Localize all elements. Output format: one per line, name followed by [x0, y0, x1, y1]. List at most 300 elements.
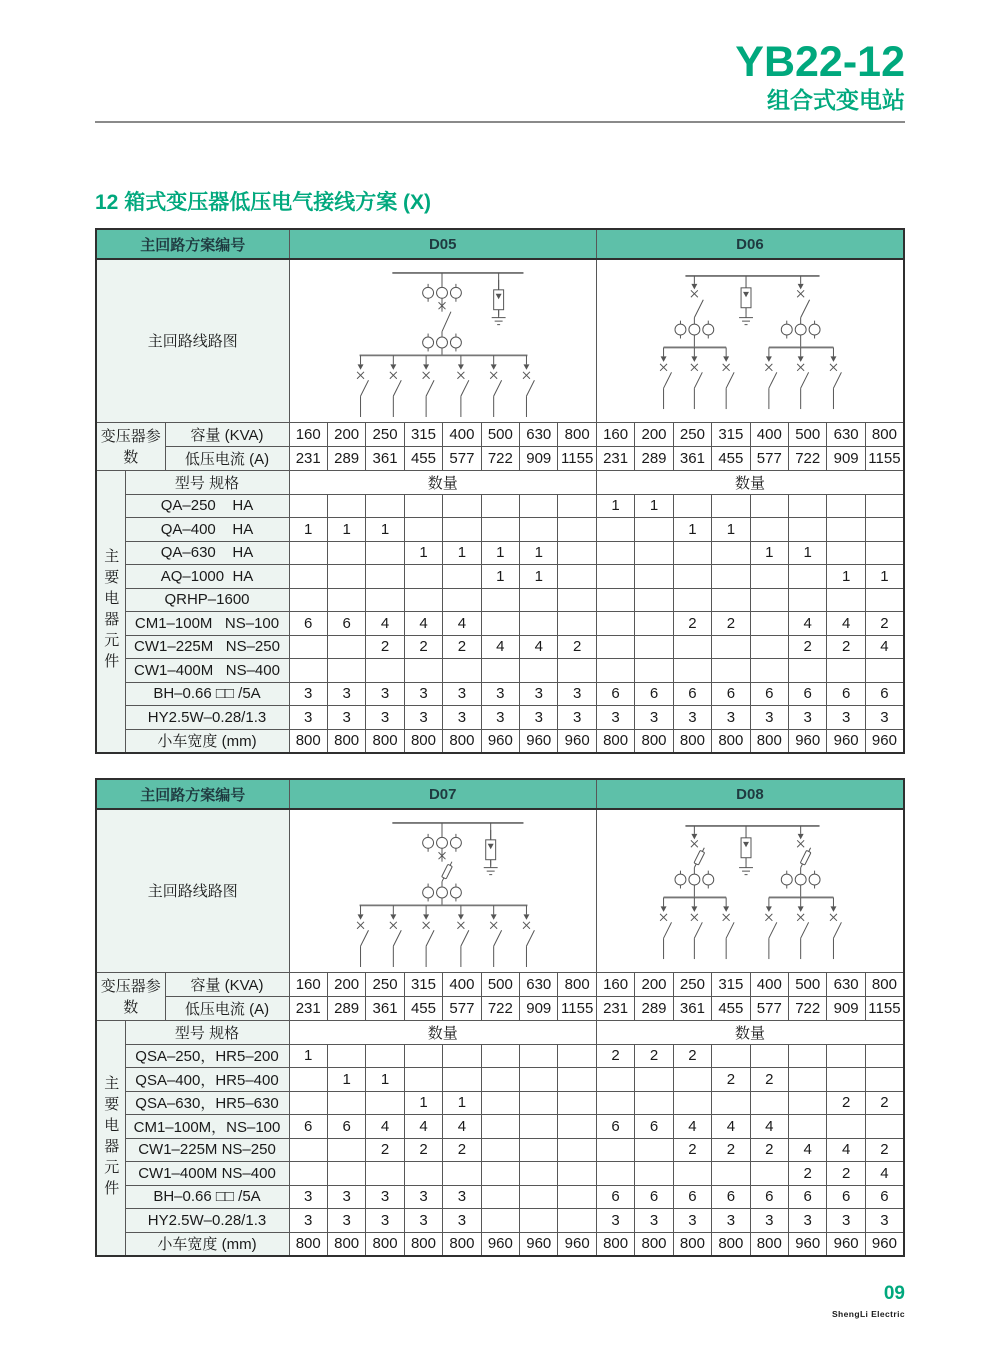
qty-cell — [481, 494, 519, 518]
qty-cell: 1155 — [865, 996, 904, 1020]
qty-cell: 455 — [712, 446, 750, 470]
qty-cell: 4 — [520, 635, 558, 659]
qty-cell: 2 — [404, 1138, 442, 1162]
component-row — [96, 541, 904, 565]
qty-cell: 4 — [443, 1115, 481, 1139]
qty-cell: 2 — [750, 1138, 788, 1162]
circuit-diagram-d07 — [290, 810, 597, 971]
qty-cell — [289, 588, 327, 612]
qty-cell: 3 — [481, 706, 519, 730]
qty-cell — [481, 1068, 519, 1092]
qty-cell — [366, 494, 404, 518]
component-row — [96, 1185, 904, 1209]
qty-cell: 3 — [712, 706, 750, 730]
qty-cell: 3 — [481, 682, 519, 706]
qty-cell — [865, 659, 904, 683]
diagram-row — [96, 259, 904, 422]
qty-cell: 1 — [712, 518, 750, 542]
qty-cell: 2 — [673, 612, 711, 636]
qty-cell — [750, 565, 788, 589]
qty-cell: 4 — [789, 612, 827, 636]
qty-cell — [673, 541, 711, 565]
component-group-label: 主要电器元件 — [96, 470, 125, 753]
qty-cell: 4 — [865, 635, 904, 659]
qty-cell — [366, 1044, 404, 1068]
transformer-param-label: 变压器参数 — [96, 422, 165, 470]
qty-cell — [827, 494, 865, 518]
qty-cell — [366, 565, 404, 589]
qty-cell — [789, 1091, 827, 1115]
qty-cell: 6 — [789, 682, 827, 706]
qty-cell — [558, 1209, 596, 1233]
qty-cell: 722 — [789, 996, 827, 1020]
qty-cell — [327, 635, 365, 659]
qty-cell — [404, 494, 442, 518]
qty-cell: 960 — [865, 729, 904, 753]
qty-cell — [712, 494, 750, 518]
qty-cell: 455 — [712, 996, 750, 1020]
qty-cell: 1 — [865, 565, 904, 589]
table-header-row — [96, 779, 904, 809]
qty-cell: 6 — [827, 1185, 865, 1209]
scheme-table-d07-d08 — [95, 778, 905, 1257]
qty-cell: 3 — [827, 1209, 865, 1233]
qty-cell: 3 — [596, 706, 634, 730]
qty-cell — [596, 1138, 634, 1162]
qty-cell: 200 — [327, 422, 365, 446]
qty-cell — [404, 1162, 442, 1186]
qty-cell — [673, 565, 711, 589]
brand-block — [735, 40, 905, 112]
qty-cell: 1 — [443, 541, 481, 565]
qty-cell — [327, 659, 365, 683]
qty-cell: 800 — [404, 1232, 442, 1256]
qty-cell: 3 — [289, 1209, 327, 1233]
component-label: QSA–400，HR5–400 — [125, 1068, 289, 1092]
qty-cell — [289, 1068, 327, 1092]
qty-cell: 3 — [635, 1209, 673, 1233]
component-row — [96, 1232, 904, 1256]
qty-cell — [789, 1115, 827, 1139]
qty-cell — [366, 541, 404, 565]
qty-cell — [750, 635, 788, 659]
qty-cell: 800 — [635, 1232, 673, 1256]
qty-cell: 1 — [750, 541, 788, 565]
qty-cell — [827, 541, 865, 565]
qty-cell — [520, 1044, 558, 1068]
component-label: CW1–225M NS–250 — [125, 1138, 289, 1162]
qty-cell: 2 — [712, 612, 750, 636]
component-row — [96, 588, 904, 612]
qty-cell: 909 — [520, 996, 558, 1020]
qty-cell: 3 — [366, 682, 404, 706]
qty-cell: 630 — [827, 422, 865, 446]
qty-cell — [750, 659, 788, 683]
qty-cell: 6 — [712, 1185, 750, 1209]
qty-cell: 800 — [596, 1232, 634, 1256]
qty-cell: 289 — [635, 446, 673, 470]
table-header-row — [96, 229, 904, 259]
qty-cell — [558, 518, 596, 542]
qty-cell — [520, 588, 558, 612]
qty-cell — [750, 588, 788, 612]
qty-cell: 231 — [596, 446, 634, 470]
qty-cell: 960 — [865, 1232, 904, 1256]
model-spec-row — [96, 1020, 904, 1044]
qty-cell — [404, 588, 442, 612]
qty-cell: 800 — [673, 729, 711, 753]
qty-cell: 1 — [404, 1091, 442, 1115]
qty-cell: 6 — [750, 1185, 788, 1209]
qty-cell — [481, 1162, 519, 1186]
qty-cell — [635, 541, 673, 565]
qty-cell — [520, 659, 558, 683]
qty-cell: 2 — [827, 635, 865, 659]
qty-cell: 3 — [327, 1209, 365, 1233]
qty-cell — [596, 565, 634, 589]
qty-cell: 3 — [865, 706, 904, 730]
qty-cell: 960 — [558, 1232, 596, 1256]
capacity-label: 容量 (KVA) — [165, 422, 289, 446]
qty-cell — [481, 1091, 519, 1115]
qty-cell: 577 — [443, 996, 481, 1020]
current-label: 低压电流 (A) — [165, 996, 289, 1020]
qty-cell: 909 — [520, 446, 558, 470]
qty-cell — [520, 1068, 558, 1092]
qty-cell — [635, 1162, 673, 1186]
qty-cell: 800 — [327, 1232, 365, 1256]
qty-cell — [481, 659, 519, 683]
qty-cell: 2 — [827, 1091, 865, 1115]
qty-cell: 1 — [789, 541, 827, 565]
qty-cell — [289, 565, 327, 589]
qty-cell: 6 — [865, 1185, 904, 1209]
qty-cell — [558, 565, 596, 589]
qty-cell: 1155 — [558, 996, 596, 1020]
qty-cell: 3 — [289, 1185, 327, 1209]
qty-cell: 630 — [520, 422, 558, 446]
qty-cell — [635, 588, 673, 612]
qty-cell: 4 — [865, 1162, 904, 1186]
qty-cell — [327, 588, 365, 612]
component-row — [96, 729, 904, 753]
component-row — [96, 1115, 904, 1139]
quantity-label-left: 数量 — [289, 470, 596, 494]
qty-cell: 6 — [596, 1185, 634, 1209]
quantity-label-left: 数量 — [289, 1020, 596, 1044]
qty-cell — [520, 612, 558, 636]
qty-cell: 3 — [712, 1209, 750, 1233]
qty-cell: 6 — [327, 1115, 365, 1139]
qty-cell — [865, 1044, 904, 1068]
component-row — [96, 1091, 904, 1115]
qty-cell — [520, 1209, 558, 1233]
qty-cell — [289, 1091, 327, 1115]
qty-cell: 6 — [596, 682, 634, 706]
qty-cell — [865, 1115, 904, 1139]
qty-cell: 6 — [673, 1185, 711, 1209]
diagram-row — [96, 809, 904, 972]
qty-cell — [673, 1091, 711, 1115]
qty-cell — [596, 518, 634, 542]
qty-cell: 2 — [673, 1138, 711, 1162]
qty-cell — [827, 1068, 865, 1092]
qty-cell — [750, 1162, 788, 1186]
qty-cell: 909 — [827, 996, 865, 1020]
qty-cell — [673, 494, 711, 518]
component-label: HY2.5W–0.28/1.3 — [125, 706, 289, 730]
qty-cell: 200 — [635, 972, 673, 996]
qty-cell: 4 — [366, 1115, 404, 1139]
page-number: 09 — [883, 1283, 905, 1304]
qty-cell: 1 — [327, 518, 365, 542]
qty-cell: 3 — [443, 682, 481, 706]
qty-cell — [750, 518, 788, 542]
qty-cell — [673, 1068, 711, 1092]
qty-cell: 800 — [712, 1232, 750, 1256]
qty-cell: 400 — [750, 422, 788, 446]
qty-cell — [558, 541, 596, 565]
qty-cell — [712, 1162, 750, 1186]
qty-cell — [443, 494, 481, 518]
qty-cell: 6 — [289, 1115, 327, 1139]
qty-cell — [712, 635, 750, 659]
qty-cell: 3 — [289, 706, 327, 730]
scheme-name-d06: D06 — [596, 229, 904, 259]
qty-cell: 960 — [789, 1232, 827, 1256]
qty-cell: 6 — [635, 1115, 673, 1139]
qty-cell — [712, 1091, 750, 1115]
component-row — [96, 706, 904, 730]
qty-cell — [750, 1044, 788, 1068]
qty-cell: 4 — [404, 612, 442, 636]
qty-cell: 1 — [366, 1068, 404, 1092]
qty-cell: 6 — [827, 682, 865, 706]
current-label: 低压电流 (A) — [165, 446, 289, 470]
qty-cell: 6 — [289, 612, 327, 636]
qty-cell: 2 — [750, 1068, 788, 1092]
qty-cell — [596, 659, 634, 683]
qty-cell: 960 — [520, 729, 558, 753]
qty-cell — [289, 494, 327, 518]
qty-cell: 3 — [558, 706, 596, 730]
component-row — [96, 494, 904, 518]
qty-cell: 4 — [404, 1115, 442, 1139]
qty-cell: 1 — [366, 518, 404, 542]
qty-cell: 960 — [827, 729, 865, 753]
component-label: QRHP–1600 — [125, 588, 289, 612]
qty-cell — [289, 541, 327, 565]
qty-cell: 800 — [366, 1232, 404, 1256]
qty-cell: 6 — [635, 1185, 673, 1209]
component-label: BH–0.66 □□ /5A — [125, 682, 289, 706]
qty-cell — [827, 1115, 865, 1139]
qty-cell — [673, 1162, 711, 1186]
component-row — [96, 1068, 904, 1092]
qty-cell: 1 — [635, 494, 673, 518]
qty-cell: 909 — [827, 446, 865, 470]
qty-cell — [596, 1091, 634, 1115]
qty-cell: 3 — [789, 1209, 827, 1233]
qty-cell: 800 — [750, 1232, 788, 1256]
qty-cell — [789, 588, 827, 612]
qty-cell: 455 — [404, 446, 442, 470]
qty-cell — [327, 565, 365, 589]
scheme-header-label: 主回路方案编号 — [96, 229, 289, 259]
qty-cell: 500 — [789, 422, 827, 446]
qty-cell: 200 — [327, 972, 365, 996]
qty-cell — [558, 1068, 596, 1092]
qty-cell — [596, 541, 634, 565]
qty-cell: 2 — [789, 1162, 827, 1186]
qty-cell — [289, 1138, 327, 1162]
qty-cell: 800 — [750, 729, 788, 753]
qty-cell — [635, 1091, 673, 1115]
qty-cell — [712, 588, 750, 612]
qty-cell: 361 — [673, 996, 711, 1020]
scheme-header-label: 主回路方案编号 — [96, 779, 289, 809]
qty-cell: 3 — [327, 682, 365, 706]
quantity-label-right: 数量 — [596, 470, 904, 494]
qty-cell — [789, 659, 827, 683]
qty-cell — [789, 1044, 827, 1068]
qty-cell — [596, 635, 634, 659]
qty-cell: 4 — [827, 612, 865, 636]
brand-title: YB22-12 — [735, 38, 905, 86]
qty-cell — [558, 659, 596, 683]
component-label: CW1–400M NS–400 — [125, 659, 289, 683]
qty-cell — [596, 1162, 634, 1186]
qty-cell: 2 — [366, 635, 404, 659]
qty-cell: 6 — [596, 1115, 634, 1139]
current-row — [96, 446, 904, 470]
qty-cell: 3 — [520, 706, 558, 730]
qty-cell — [481, 1115, 519, 1139]
qty-cell: 160 — [596, 972, 634, 996]
qty-cell: 1155 — [558, 446, 596, 470]
qty-cell: 4 — [789, 1138, 827, 1162]
qty-cell: 200 — [635, 422, 673, 446]
qty-cell: 3 — [366, 706, 404, 730]
qty-cell: 250 — [673, 422, 711, 446]
qty-cell — [481, 588, 519, 612]
qty-cell — [520, 1138, 558, 1162]
qty-cell — [443, 1162, 481, 1186]
qty-cell — [289, 635, 327, 659]
current-row — [96, 996, 904, 1020]
qty-cell — [558, 494, 596, 518]
qty-cell — [443, 588, 481, 612]
qty-cell: 289 — [327, 446, 365, 470]
qty-cell — [673, 659, 711, 683]
qty-cell: 800 — [289, 729, 327, 753]
qty-cell: 3 — [596, 1209, 634, 1233]
qty-cell — [404, 659, 442, 683]
component-row — [96, 1162, 904, 1186]
qty-cell — [635, 659, 673, 683]
qty-cell — [443, 659, 481, 683]
qty-cell — [789, 1068, 827, 1092]
footer-brand: ShengLi Electric — [831, 1309, 905, 1319]
qty-cell: 3 — [327, 1185, 365, 1209]
component-label: CM1–100M，NS–100 — [125, 1115, 289, 1139]
qty-cell — [635, 1068, 673, 1092]
model-spec-label: 型号 规格 — [125, 470, 289, 494]
component-row — [96, 1209, 904, 1233]
qty-cell: 3 — [635, 706, 673, 730]
qty-cell: 400 — [443, 422, 481, 446]
qty-cell — [327, 494, 365, 518]
qty-cell: 400 — [750, 972, 788, 996]
component-label: CW1–225M NS–250 — [125, 635, 289, 659]
qty-cell — [635, 565, 673, 589]
qty-cell — [635, 635, 673, 659]
qty-cell: 960 — [558, 729, 596, 753]
qty-cell: 361 — [366, 446, 404, 470]
qty-cell — [558, 1091, 596, 1115]
qty-cell — [635, 1138, 673, 1162]
qty-cell: 3 — [443, 1185, 481, 1209]
qty-cell: 289 — [327, 996, 365, 1020]
qty-cell — [443, 1068, 481, 1092]
qty-cell: 2 — [865, 1091, 904, 1115]
qty-cell — [865, 1068, 904, 1092]
qty-cell — [712, 659, 750, 683]
qty-cell — [673, 635, 711, 659]
qty-cell — [366, 1091, 404, 1115]
qty-cell: 1155 — [865, 446, 904, 470]
qty-cell — [327, 1138, 365, 1162]
qty-cell: 455 — [404, 996, 442, 1020]
qty-cell: 3 — [750, 1209, 788, 1233]
qty-cell: 361 — [366, 996, 404, 1020]
qty-cell: 400 — [443, 972, 481, 996]
qty-cell: 1 — [327, 1068, 365, 1092]
qty-cell: 2 — [366, 1138, 404, 1162]
qty-cell: 361 — [673, 446, 711, 470]
qty-cell: 2 — [827, 1162, 865, 1186]
qty-cell — [443, 518, 481, 542]
component-row — [96, 659, 904, 683]
qty-cell — [289, 1162, 327, 1186]
qty-cell: 3 — [865, 1209, 904, 1233]
qty-cell: 160 — [289, 422, 327, 446]
qty-cell: 160 — [596, 422, 634, 446]
qty-cell — [289, 659, 327, 683]
qty-cell: 6 — [673, 682, 711, 706]
qty-cell: 577 — [750, 446, 788, 470]
qty-cell: 1 — [520, 565, 558, 589]
qty-cell: 250 — [366, 972, 404, 996]
qty-cell: 315 — [404, 422, 442, 446]
qty-cell: 1 — [827, 565, 865, 589]
qty-cell: 800 — [865, 422, 904, 446]
qty-cell — [404, 565, 442, 589]
qty-cell — [558, 1044, 596, 1068]
qty-cell — [520, 1115, 558, 1139]
qty-cell — [635, 612, 673, 636]
scheme-name-d07: D07 — [289, 779, 596, 809]
qty-cell: 2 — [558, 635, 596, 659]
qty-cell — [789, 565, 827, 589]
capacity-row — [96, 422, 904, 446]
qty-cell: 800 — [673, 1232, 711, 1256]
qty-cell: 2 — [712, 1068, 750, 1092]
qty-cell: 800 — [865, 972, 904, 996]
qty-cell: 3 — [289, 682, 327, 706]
qty-cell: 4 — [366, 612, 404, 636]
qty-cell: 6 — [750, 682, 788, 706]
